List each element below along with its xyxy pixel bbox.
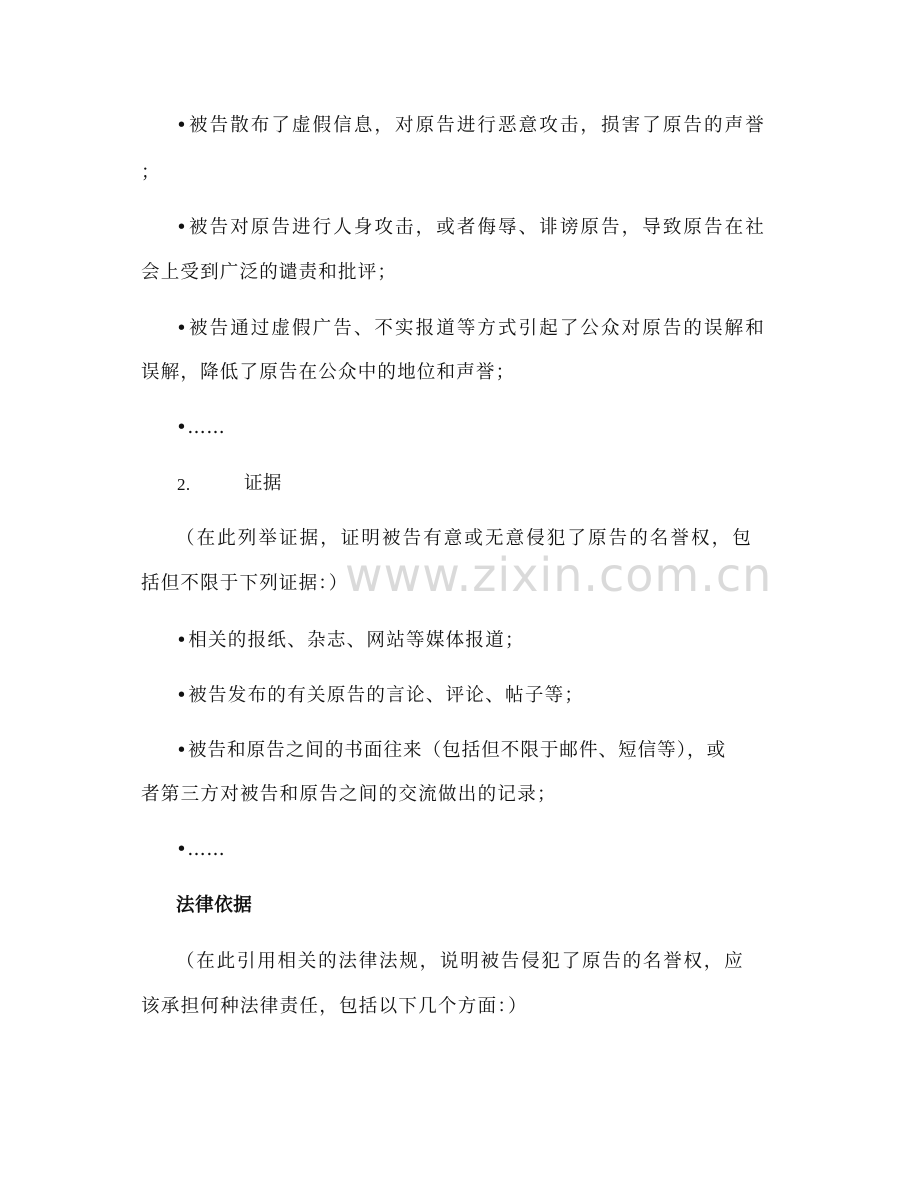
watermark: www.zixin.com.cn: [345, 548, 773, 602]
evidence-item-correspondence-line-2: 者第三方对被告和原告之间的交流做出的记录；: [141, 784, 557, 805]
bullet-item-personal-attack-line-1: •被告对原告进行人身攻击，或者侮辱、诽谤原告，导致原告在社: [176, 217, 766, 238]
evidence-item-statements: •被告发布的有关原告的言论、评论、帖子等；: [176, 685, 585, 706]
evidence-intro-line-2: 括但不限于下列证据：）: [141, 573, 349, 594]
section-number: 2.: [177, 475, 191, 494]
evidence-item-ellipsis: •……: [176, 839, 226, 860]
legal-basis-intro-line-1: （在此引用相关的法律法规，说明被告侵犯了原告的名誉权，应: [176, 951, 745, 972]
legal-basis-intro-line-2: 该承担何种法律责任，包括以下几个方面：）: [141, 996, 528, 1017]
bullet-item-false-ads-line-2: 误解，降低了原告在公众中的地位和声誉；: [141, 362, 516, 383]
section-heading-legal-basis: 法律依据: [176, 895, 253, 916]
evidence-intro-line-1: （在此列举证据，证明被告有意或无意侵犯了原告的名誉权，包: [176, 528, 753, 549]
text: •被告散布了虚假信息，对原告进行恶意攻击，损害了原告的声誉: [176, 115, 766, 136]
bullet-item-false-info-line-1: [176, 117, 778, 136]
evidence-item-media-reports: •相关的报纸、杂志、网站等媒体报道；: [176, 630, 525, 651]
section-heading-evidence: 证据: [244, 473, 282, 494]
bullet-item-false-ads-line-1: •被告通过虚假广告、不实报道等方式引起了公众对原告的误解和: [176, 318, 766, 339]
bullet-item-false-info-line-2: ；: [141, 162, 160, 183]
bullet-item-ellipsis: •……: [176, 417, 226, 438]
bullet-item-personal-attack-line-2: 会上受到广泛的谴责和批评；: [141, 262, 398, 283]
evidence-item-correspondence-line-1: •被告和原告之间的书面往来（包括但不限于邮件、短信等），或: [176, 740, 727, 761]
